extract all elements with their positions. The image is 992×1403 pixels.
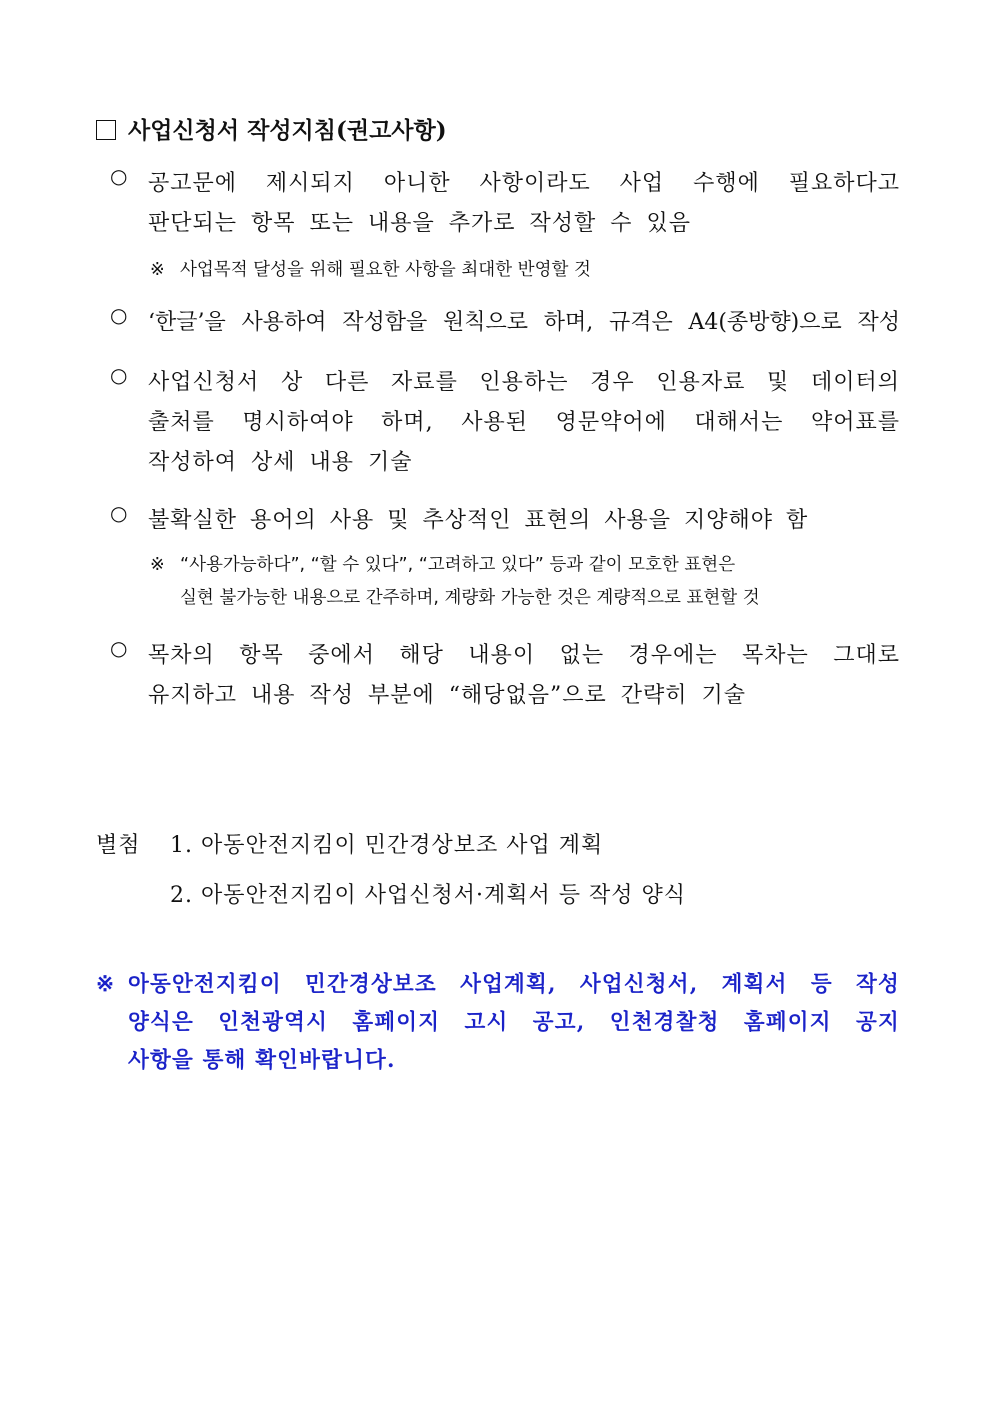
notice-line: 아동안전지킴이 민간경상보조 사업계획, 사업신청서, 계획서 등 작성 (128, 972, 900, 997)
attachments-continued (96, 876, 686, 916)
circle-bullet-icon: ○ (110, 303, 128, 327)
reference-mark-icon: ※ (96, 972, 115, 997)
guideline-item-table-of-contents (110, 636, 900, 716)
note-line: “사용가능하다”, “할 수 있다”, “고려하고 있다” 등과 같이 모호한 표현은 (180, 555, 736, 575)
reference-mark-icon: ※ (150, 555, 165, 575)
guideline-line: 유지하고 내용 작성 부분에 “해당없음”으로 간략히 기술 (148, 683, 746, 708)
guideline-line: 불확실한 용어의 사용 및 추상적인 표현의 사용을 지양해야 함 (148, 508, 809, 533)
guideline-note-vague-expressions (150, 549, 900, 615)
circle-bullet-icon: ○ (110, 164, 128, 188)
guideline-line: 공고문에 제시되지 아니한 사항이라도 사업 수행에 필요하다고 (148, 171, 900, 196)
guideline-line: ‘한글’을 사용하여 작성함을 원칙으로 하며, 규격은 A4(종방향)으로 작성 (148, 310, 900, 335)
attachments (96, 826, 603, 866)
guideline-item-citation (110, 363, 900, 483)
circle-bullet-icon: ○ (110, 363, 128, 387)
notice-line: 사항을 통해 확인바랍니다. (128, 1048, 396, 1073)
guideline-line: 사업신청서 상 다른 자료를 인용하는 경우 인용자료 및 데이터의 (148, 370, 900, 395)
guideline-note-reflect-needs (150, 254, 900, 287)
attachments-label: 별첨 (96, 833, 141, 858)
guideline-line: 작성하여 상세 내용 기술 (148, 450, 413, 475)
guideline-item-hangul-format (110, 303, 900, 343)
guideline-line: 출처를 명시하여야 하며, 사용된 영문약어에 대해서는 약어표를 (148, 410, 900, 435)
guideline-line: 목차의 항목 중에서 해당 내용이 없는 경우에는 목차는 그대로 (148, 643, 900, 668)
guideline-line: 판단되는 항목 또는 내용을 추가로 작성할 수 있음 (148, 211, 691, 236)
note-line: 실현 불가능한 내용으로 간주하며, 계량화 가능한 것은 계량적으로 표현할 것 (180, 588, 760, 608)
empty-square-icon (96, 120, 116, 140)
note-line: 사업목적 달성을 위해 필요한 사항을 최대한 반영할 것 (180, 260, 591, 280)
guideline-item-avoid-vague-terms (110, 501, 900, 541)
section-heading (96, 112, 447, 145)
attachment-item: 2. 아동안전지킴이 사업신청서·계획서 등 작성 양식 (170, 883, 686, 908)
guideline-item-additional-content (110, 164, 900, 244)
circle-bullet-icon: ○ (110, 636, 128, 660)
attachment-item: 1. 아동안전지킴이 민간경상보조 사업 계획 (170, 833, 604, 858)
circle-bullet-icon: ○ (110, 501, 128, 525)
download-notice (96, 966, 900, 1080)
notice-line: 양식은 인천광역시 홈페이지 고시 공고, 인천경찰청 홈페이지 공지 (128, 1010, 900, 1035)
section-title: 사업신청서 작성지침(권고사항) (128, 117, 447, 144)
reference-mark-icon: ※ (150, 260, 165, 280)
